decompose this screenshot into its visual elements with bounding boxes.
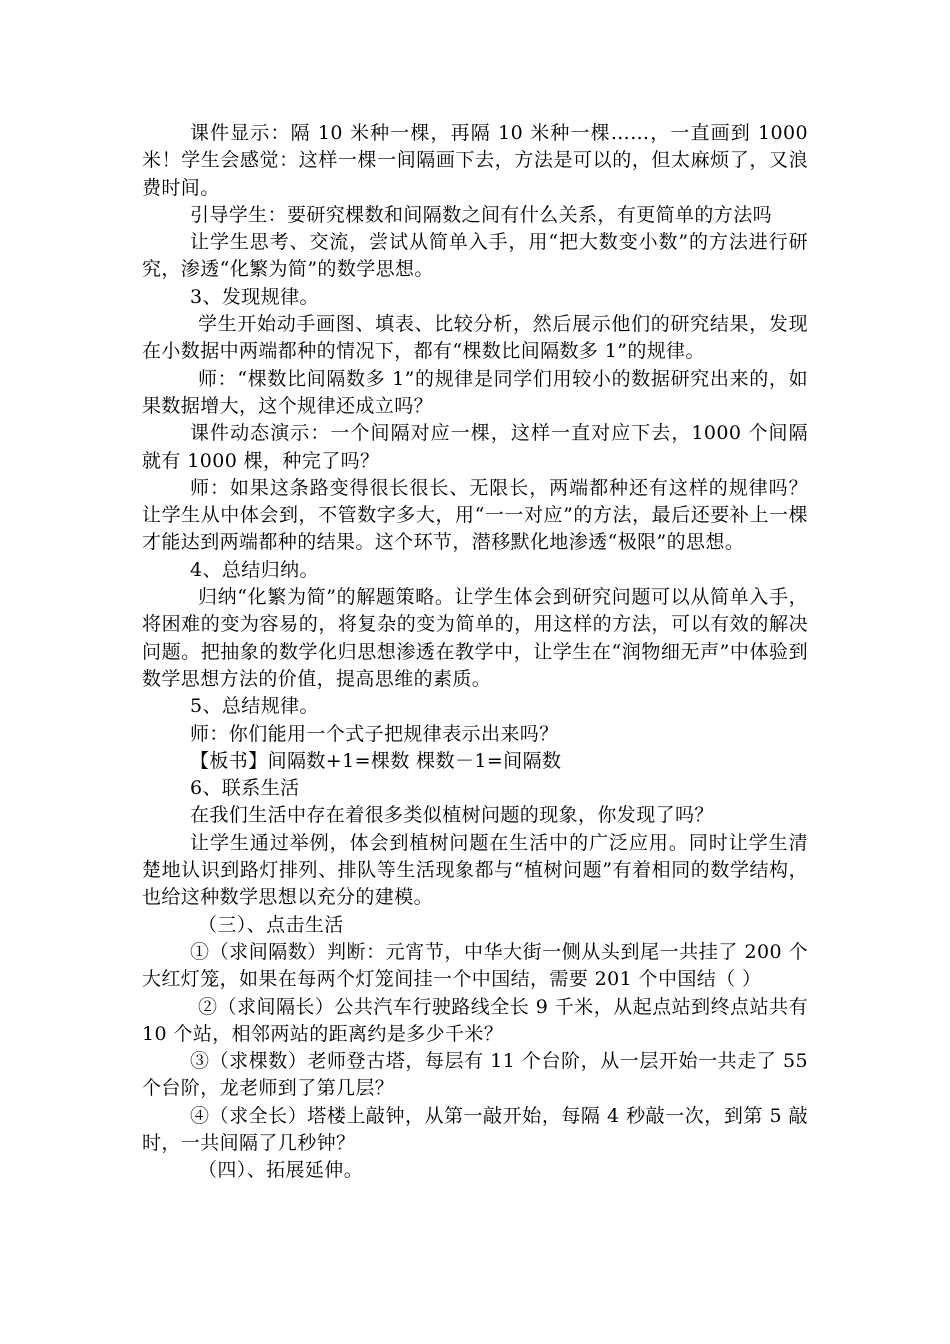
paragraph-blackboard: 【板书】间隔数+1=棵数 棵数－1=间隔数 xyxy=(190,749,562,772)
paragraph-infinite-road: 师：如果这条路变得很长很长、无限长，两端都种还有这样的规律吗？让学生从中体会到，不管数字多大，用“一一对应”的方法，最后还要补上一棵才能达到两端都种的结果。这个环节，潜移默化地渗透“极限”的思想。 xyxy=(142,476,808,554)
paragraph-guide-students: 引导学生：要研究棵数和间隔数之间有什么关系，有更简单的方法吗 xyxy=(190,203,773,226)
heading-summarize: 4、总结归纳。 xyxy=(190,558,319,581)
paragraph-courseware-display: 课件显示：隔 10 米种一棵，再隔 10 米种一棵……，一直画到 1000 米！学生会感觉：这样一棵一间隔画下去，方法是可以的，但太麻烦了，又浪费时间。 xyxy=(142,122,808,199)
exercise-3: ③（求棵数）老师登古塔，每层有 11 个台阶，从一层开始一共走了 55 个台阶，龙老师到了第几层？ xyxy=(142,1050,808,1100)
heading-section-three: （三）、点击生活 xyxy=(198,913,344,936)
paragraph-teacher-question: 师：“棵数比间隔数多 1”的规律是同学们用较小的数据研究出来的，如果数据增大，这个规律还成立吗？ xyxy=(142,367,808,417)
paragraph-strategy: 归纳“化繁为简”的解题策略。让学生体会到研究问题可以从简单入手，将困难的变为容易的，将复杂的变为简单的，用这样的方法，可以有效的解决问题。把抽象的数学化归思想渗透在教学中，让学生在“润物细无声”中体验到数学思想方法的价值，提高思维的素质。 xyxy=(142,586,808,690)
heading-summarize-rule: 5、总结规律。 xyxy=(190,695,319,718)
paragraph-student-drawing: 学生开始动手画图、填表、比较分析，然后展示他们的研究结果，发现在小数据中两端都种的情况下，都有“棵数比间隔数多 1”的规律。 xyxy=(142,313,808,363)
paragraph-life-phenomena: 在我们生活中存在着很多类似植树问题的现象，你发现了吗？ xyxy=(190,804,714,827)
paragraph-think-communicate: 让学生思考、交流，尝试从简单入手，用“把大数变小数”的方法进行研究，渗透“化繁为简”的数学思想。 xyxy=(142,231,808,281)
heading-section-four: （四）、拓展延伸。 xyxy=(198,1159,364,1182)
exercise-2: ②（求间隔长）公共汽车行驶路线全长 9 千米，从起点站到终点站共有 10 个站，相邻两站的距离约是多少千米？ xyxy=(142,995,808,1045)
paragraph-examples: 让学生通过举例，体会到植树问题在生活中的广泛应用。同时让学生清楚地认识到路灯排列、排队等生活现象都与“植树问题”有着相同的数学结构，也给这种数学思想以充分的建模。 xyxy=(142,831,808,909)
exercise-1: ①（求间隔数）判断：元宵节，中华大街一侧从头到尾一共挂了 200 个大红灯笼，如果在每两个灯笼间挂一个中国结，需要 201 个中国结（ ） xyxy=(142,940,808,991)
heading-discover-rule: 3、发现规律。 xyxy=(190,285,319,308)
exercise-4: ④（求全长）塔楼上敲钟，从第一敲开始，每隔 4 秒敲一次，到第 5 敲时，一共间隔了几秒钟？ xyxy=(142,1104,808,1154)
paragraph-dynamic-demo: 课件动态演示：一个间隔对应一棵，这样一直对应下去，1000 个间隔就有 1000 棵，种完了吗？ xyxy=(142,422,808,472)
paragraph-formula-question: 师：你们能用一个式子把规律表示出来吗？ xyxy=(190,722,559,745)
heading-connect-life: 6、联系生活 xyxy=(190,777,300,800)
